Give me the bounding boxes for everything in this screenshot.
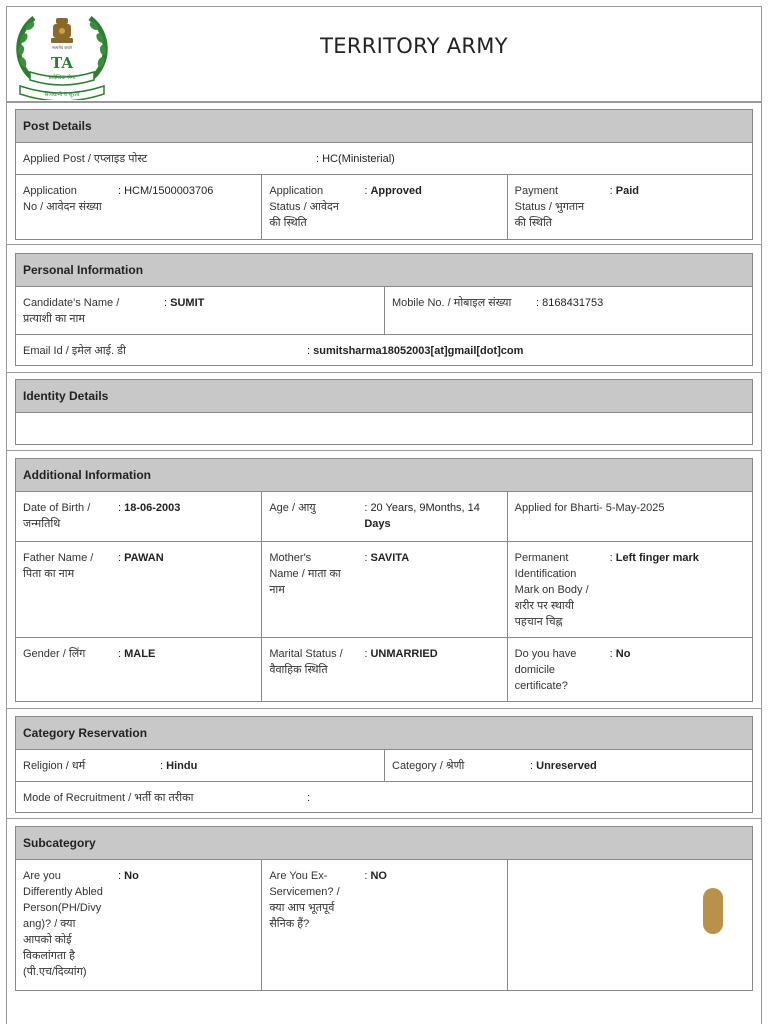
application-no-value: : HCM/1500003706 xyxy=(118,185,214,197)
religion-value: : Hindu xyxy=(160,760,198,772)
mother-name-label: Mother's Name / माता का नाम xyxy=(269,552,341,596)
candidate-name-label: Candidate's Name / प्रत्याशी का नाम xyxy=(23,297,120,325)
personal-info-table xyxy=(15,287,753,366)
candidate-name-value: : SUMIT xyxy=(164,297,205,309)
religion-label: Religion / धर्म xyxy=(23,760,86,772)
age-value: : 20 Years, 9Months, 14 Days xyxy=(364,502,480,530)
identity-table xyxy=(15,413,753,445)
table-row xyxy=(16,860,752,990)
additional-info-table xyxy=(15,492,753,702)
subcategory-section xyxy=(6,818,762,1024)
table-row xyxy=(16,143,752,174)
differently-abled-label: Are you Differently Abled Person(PH/Divy ang)? / क्या आपको कोई विकलांगता है (पी.एच/दिव्यांग) xyxy=(23,870,103,978)
post-details-section xyxy=(6,102,762,244)
recruitment-mode-label: Mode of Recruitment / भर्ती का तरीका xyxy=(23,792,194,804)
email-value: : sumitsharma18052003[at]gmail[dot]com xyxy=(307,345,524,357)
category-label: Category / श्रेणी xyxy=(392,760,465,772)
gender-label: Gender / लिंग xyxy=(23,648,86,660)
subcategory-table xyxy=(15,860,753,991)
email-label: Email Id / इमेल आई. डी xyxy=(23,345,126,357)
recruitment-mode-value: : xyxy=(307,792,311,804)
father-name-value: : PAWAN xyxy=(118,552,164,564)
applied-post-value: : HC(Ministerial) xyxy=(316,153,395,165)
dob-value: : 18-06-2003 xyxy=(118,502,181,514)
page-title: TERRITORY ARMY xyxy=(320,34,508,58)
identity-heading: Identity Details xyxy=(15,379,753,413)
dob-label: Date of Birth / जन्मतिथि xyxy=(23,502,91,530)
logo-text-bottom: सावधानी व शूरता xyxy=(44,92,80,98)
mother-name-value: : SAVITA xyxy=(364,552,410,564)
identification-mark-value: : Left finger mark xyxy=(609,552,699,564)
applied-post-label: Applied Post / एप्लाइड पोस्ट xyxy=(23,153,148,165)
applied-for-text: Applied for Bharti- 5-May-2025 xyxy=(514,502,665,514)
mobile-value: : 8168431753 xyxy=(536,297,604,309)
age-label: Age / आयु xyxy=(269,502,316,514)
table-row xyxy=(16,334,752,365)
marital-status-label: Marital Status / वैवाहिक स्थिति xyxy=(269,648,343,676)
domicile-label: Do you have domicile certificate? xyxy=(514,648,577,692)
table-row xyxy=(16,750,752,781)
category-heading: Category Reservation xyxy=(15,716,753,750)
logo-text-top: प्रादेशिक सेना xyxy=(48,75,76,81)
subcategory-heading: Subcategory xyxy=(15,826,753,860)
gender-value: : MALE xyxy=(118,648,156,660)
category-section xyxy=(6,708,762,818)
application-no-label: Application No / आवेदन संख्या xyxy=(23,185,102,213)
additional-info-heading: Additional Information xyxy=(15,458,753,492)
marital-status-value: : UNMARRIED xyxy=(364,648,438,660)
identity-section xyxy=(6,372,762,450)
domicile-value: : No xyxy=(609,648,631,660)
table-row xyxy=(16,413,752,444)
application-status-value: : Approved xyxy=(364,185,422,197)
category-value: : Unreserved xyxy=(530,760,597,772)
differently-abled-value: : No xyxy=(118,870,139,882)
post-details-heading: Post Details xyxy=(15,109,753,143)
identification-mark-label: Permanent Identification Mark on Body / शरीर पर स्थायी पहचान चिह्न xyxy=(514,552,589,628)
category-table xyxy=(15,750,753,813)
table-row xyxy=(16,174,752,239)
father-name-label: Father Name / पिता का नाम xyxy=(23,552,94,580)
table-row xyxy=(16,541,752,637)
page-header xyxy=(6,6,762,102)
scroll-handle[interactable] xyxy=(703,888,723,934)
svg-text:TA: TA xyxy=(51,54,73,72)
logo-emblem-text: सत्यमेव जयते xyxy=(52,45,72,50)
ex-servicemen-value: : NO xyxy=(364,870,387,882)
ex-servicemen-label: Are You Ex- Servicemen? / क्या आप भूतपूर्व सैनिक हैं? xyxy=(269,870,340,930)
payment-status-label: Payment Status / भुगतान की स्थिति xyxy=(514,185,585,229)
payment-status-value: : Paid xyxy=(609,185,640,197)
personal-info-heading: Personal Information xyxy=(15,253,753,287)
table-row xyxy=(16,287,752,334)
mobile-label: Mobile No. / मोबाइल संख्या xyxy=(392,297,512,309)
table-row xyxy=(16,781,752,812)
additional-info-section xyxy=(6,450,762,708)
post-details-table xyxy=(15,143,753,240)
table-row xyxy=(16,637,752,701)
application-status-label: Application Status / आवेदन की स्थिति xyxy=(269,185,339,229)
table-row xyxy=(16,492,752,541)
personal-info-section xyxy=(6,244,762,372)
